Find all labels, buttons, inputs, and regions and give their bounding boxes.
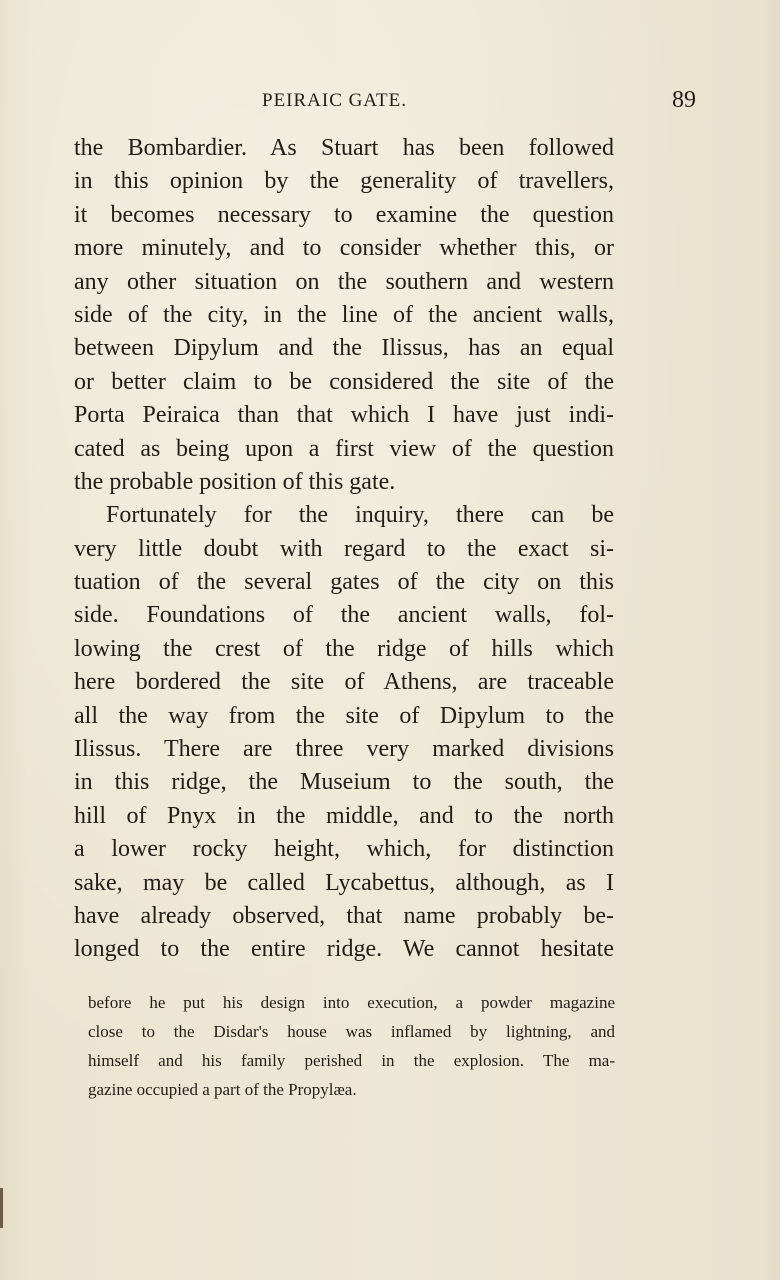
text-line: longed to the entire ridge. We cannot hesitate xyxy=(74,936,614,963)
page-number: 89 xyxy=(672,87,696,113)
footnote-line: gazine occupied a part of the Propylæa. xyxy=(88,1080,357,1099)
text-line: or better claim to be considered the site of the xyxy=(74,368,614,395)
text-line: any other situation on the southern and western xyxy=(74,268,614,295)
text-line: lowing the crest of the ridge of hills which xyxy=(74,635,614,662)
footnote xyxy=(88,988,615,1104)
text-line: Fortunately for the inquiry, there can be xyxy=(106,502,614,529)
text-line: in this opinion by the generality of travellers, xyxy=(74,168,614,195)
binding-edge-mark xyxy=(0,1188,3,1228)
text-line: tuation of the several gates of the city on this xyxy=(74,569,614,596)
text-line: have already observed, that name probably be- xyxy=(74,902,614,929)
page-header xyxy=(74,88,696,118)
text-line: more minutely, and to consider whether this, or xyxy=(74,235,614,262)
running-head: PEIRAIC GATE. xyxy=(262,90,407,111)
text-line: side of the city, in the line of the ancient walls, xyxy=(74,301,614,328)
text-line: it becomes necessary to examine the question xyxy=(74,201,614,228)
text-line: very little doubt with regard to the exact si- xyxy=(74,535,614,562)
text-line: Ilissus. There are three very marked divisions xyxy=(74,736,614,763)
text-line: in this ridge, the Museium to the south, the xyxy=(74,769,614,796)
text-line: the Bombardier. As Stuart has been followed xyxy=(74,135,614,161)
footnote-line: himself and his family perished in the explosion. The ma- xyxy=(88,1051,615,1070)
text-line: sake, may be called Lycabettus, although, as I xyxy=(74,869,614,896)
text-line: cated as being upon a first view of the question xyxy=(74,435,614,462)
text-line: a lower rocky height, which, for distinction xyxy=(74,836,614,863)
footnote-line: before he put his design into execution, a powder magazine xyxy=(88,993,615,1012)
text-line: all the way from the site of Dipylum to the xyxy=(74,702,614,729)
text-line: hill of Pnyx in the middle, and to the north xyxy=(74,802,614,829)
text-line: between Dipylum and the Ilissus, has an equal xyxy=(74,335,614,362)
body-text xyxy=(74,132,614,967)
text-line: the probable position of this gate. xyxy=(74,468,396,495)
text-line: side. Foundations of the ancient walls, fol- xyxy=(74,602,614,629)
text-line: Porta Peiraica than that which I have just indi- xyxy=(74,402,614,429)
text-line: here bordered the site of Athens, are traceable xyxy=(74,669,614,696)
footnote-line: close to the Disdar's house was inflamed by lightning, and xyxy=(88,1022,615,1041)
